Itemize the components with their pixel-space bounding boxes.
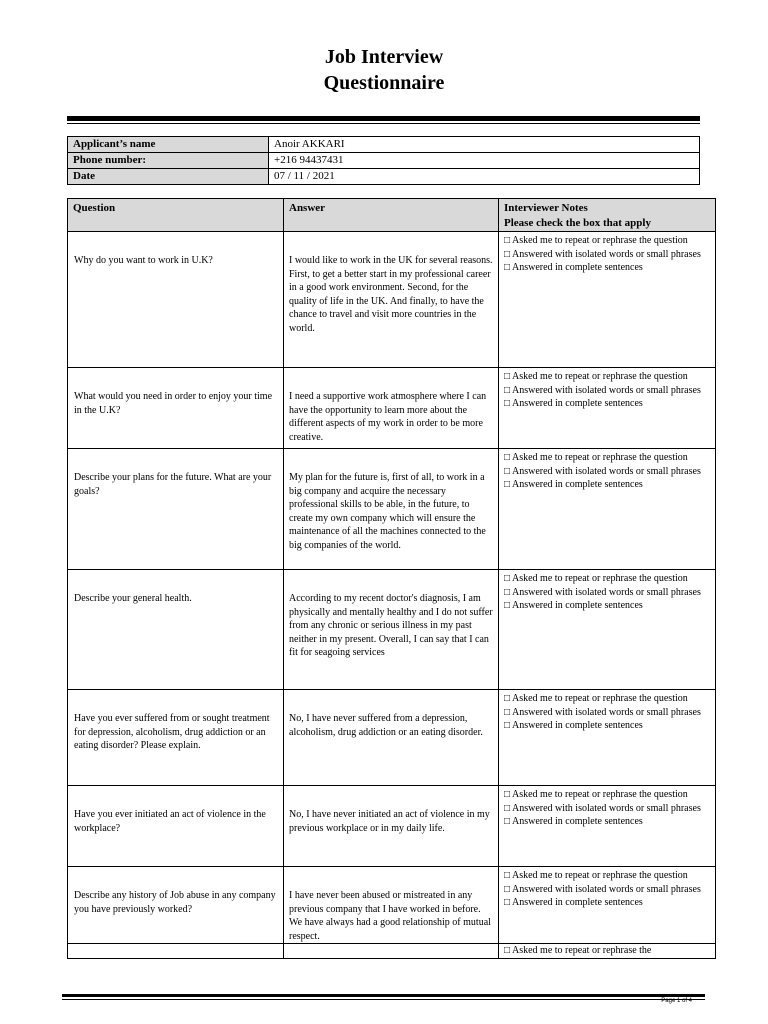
table-row <box>68 944 716 959</box>
notes-cell <box>499 944 716 959</box>
notes-cell <box>499 786 716 867</box>
isolated-words-option-checkbox[interactable]: □ Answered with isolated words or small phrases <box>504 883 701 895</box>
notes-cell <box>499 449 716 570</box>
repeat-option-checkbox[interactable]: □ Asked me to repeat or rephrase the question <box>504 573 688 584</box>
answer-cell[interactable] <box>284 944 499 959</box>
questionnaire-header-row <box>68 199 716 232</box>
questionnaire-table <box>67 198 716 959</box>
notes-cell <box>499 867 716 944</box>
phone-number-label: Phone number: <box>68 153 269 169</box>
complete-sentences-option-checkbox[interactable]: □ Answered in complete sentences <box>504 398 643 410</box>
question-cell: Have you ever initiated an act of violence in the workplace? <box>68 786 284 867</box>
question-cell: Why do you want to work in U.K? <box>68 232 284 368</box>
question-cell: Describe any history of Job abuse in any company you have previously worked? <box>68 867 284 944</box>
footer-rule-thin <box>62 999 705 1000</box>
applicant-name-label: Applicant’s name <box>68 137 269 153</box>
repeat-option-checkbox[interactable]: □ Asked me to repeat or rephrase the question <box>504 371 688 382</box>
repeat-option-checkbox[interactable]: □ Asked me to repeat or rephrase the <box>504 945 652 957</box>
header-rule <box>67 116 700 121</box>
page-number: Page 1 of 4 <box>661 998 692 1004</box>
notes-cell <box>499 368 716 449</box>
complete-sentences-option-checkbox[interactable]: □ Answered in complete sentences <box>504 816 643 828</box>
answer-cell[interactable]: According to my recent doctor's diagnosis, I am physically and mentally healthy and I do not suffer from any chronic or serious illness in my past neither in my present. Overall, I can say that I can fit for seagoing services <box>284 570 499 690</box>
applicant-info-table <box>67 136 700 185</box>
answer-cell[interactable]: No, I have never suffered from a depression, alcoholism, drug addiction or an eating disorder. <box>284 690 499 786</box>
table-row <box>68 786 716 867</box>
date-label: Date <box>68 169 269 185</box>
isolated-words-option-checkbox[interactable]: □ Answered with isolated words or small phrases <box>504 802 701 814</box>
table-row <box>68 449 716 570</box>
isolated-words-option-checkbox[interactable]: □ Answered with isolated words or small phrases <box>504 706 701 718</box>
question-cell: Describe your general health. <box>68 570 284 690</box>
complete-sentences-option-checkbox[interactable]: □ Answered in complete sentences <box>504 479 643 491</box>
phone-number-value[interactable]: +216 94437431 <box>269 153 700 169</box>
question-cell: What would you need in order to enjoy your time in the U.K? <box>68 368 284 449</box>
answer-column-header: Answer <box>284 199 499 232</box>
document-title <box>0 44 768 96</box>
date-value[interactable]: 07 / 11 / 2021 <box>269 169 700 185</box>
phone-number-row <box>68 153 700 169</box>
isolated-words-option-checkbox[interactable]: □ Answered with isolated words or small phrases <box>504 465 701 477</box>
answer-cell[interactable]: My plan for the future is, first of all, to work in a big company and acquire the necessary professional skills to be able, in the future, to create my own company which will ensure the maintenance of all the machines connected to the big companies of the world. <box>284 449 499 570</box>
notes-cell <box>499 232 716 368</box>
date-row <box>68 169 700 185</box>
footer-rule <box>62 994 705 997</box>
table-row <box>68 232 716 368</box>
question-cell: Have you ever suffered from or sought treatment for depression, alcoholism, drug addiction or an eating disorder? Please explain. <box>68 690 284 786</box>
table-row <box>68 867 716 944</box>
question-column-header: Question <box>68 199 284 232</box>
isolated-words-option-checkbox[interactable]: □ Answered with isolated words or small phrases <box>504 586 701 598</box>
answer-cell[interactable]: No, I have never initiated an act of violence in my previous workplace or in my daily life. <box>284 786 499 867</box>
table-row <box>68 570 716 690</box>
complete-sentences-option-checkbox[interactable]: □ Answered in complete sentences <box>504 897 643 909</box>
repeat-option-checkbox[interactable]: □ Asked me to repeat or rephrase the question <box>504 870 688 881</box>
table-row <box>68 690 716 786</box>
answer-cell[interactable]: I have never been abused or mistreated in any previous company that I have worked in before. We have always had a good relationship of mutual respect. <box>284 867 499 944</box>
repeat-option-checkbox[interactable]: □ Asked me to repeat or rephrase the question <box>504 789 688 800</box>
answer-cell[interactable]: I need a supportive work atmosphere where I can have the opportunity to learn more about the different aspects of my work in order to be more creative. <box>284 368 499 449</box>
notes-cell <box>499 690 716 786</box>
repeat-option-checkbox[interactable]: □ Asked me to repeat or rephrase the question <box>504 693 688 704</box>
isolated-words-option-checkbox[interactable]: □ Answered with isolated words or small phrases <box>504 248 701 260</box>
complete-sentences-option-checkbox[interactable]: □ Answered in complete sentences <box>504 262 643 274</box>
notes-header-line-2: Please check the box that apply <box>504 217 651 229</box>
table-row <box>68 368 716 449</box>
isolated-words-option-checkbox[interactable]: □ Answered with isolated words or small phrases <box>504 384 701 396</box>
notes-cell <box>499 570 716 690</box>
header-rule-thin <box>67 123 700 124</box>
complete-sentences-option-checkbox[interactable]: □ Answered in complete sentences <box>504 600 643 612</box>
question-cell: Describe your plans for the future. What are your goals? <box>68 449 284 570</box>
repeat-option-checkbox[interactable]: □ Asked me to repeat or rephrase the question <box>504 452 688 463</box>
repeat-option-checkbox[interactable]: □ Asked me to repeat or rephrase the question <box>504 235 688 246</box>
notes-header-line-1: Interviewer Notes <box>504 202 588 214</box>
notes-column-header <box>499 199 716 232</box>
question-cell <box>68 944 284 959</box>
applicant-name-value[interactable]: Anoir AKKARI <box>269 137 700 153</box>
answer-cell[interactable]: I would like to work in the UK for several reasons. First, to get a better start in my professional career in a good work environment. Second, for the quality of life in the UK. And finally, to have the chance to travel and visit more countries in the world. <box>284 232 499 368</box>
applicant-name-row <box>68 137 700 153</box>
title-line-2: Questionnaire <box>323 72 445 94</box>
complete-sentences-option-checkbox[interactable]: □ Answered in complete sentences <box>504 720 643 732</box>
title-line-1: Job Interview <box>324 46 444 68</box>
